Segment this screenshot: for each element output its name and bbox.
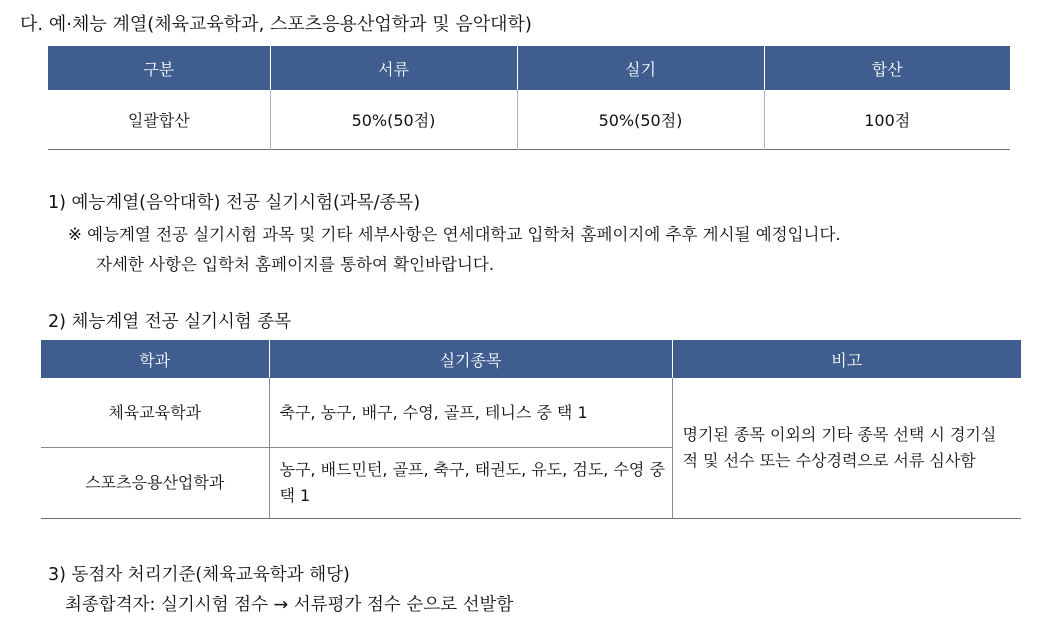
header-remarks: 비고 xyxy=(672,340,1021,378)
item3-title: 3) 동점자 처리기준(체육교육학과 해당) xyxy=(48,565,350,585)
item1-note-line2: 자세한 사항은 입학처 홈페이지를 통하여 확인바랍니다. xyxy=(96,255,495,274)
item3-body: 최종합격자: 실기시험 점수 → 서류평가 점수 순으로 선발함 xyxy=(65,595,514,615)
header-practical-events: 실기종목 xyxy=(269,340,672,378)
cell-events: 축구, 농구, 배구, 수영, 골프, 테니스 중 택 1 xyxy=(269,378,672,448)
cell-category: 일괄합산 xyxy=(127,111,190,130)
header-department: 학과 xyxy=(41,340,269,378)
score-ratio-table xyxy=(48,46,1010,150)
cell-practical: 50%(50점) xyxy=(517,90,764,150)
cell-department: 체육교육학과 xyxy=(108,402,202,422)
header-category: 구분 xyxy=(48,46,270,90)
table-row xyxy=(41,378,1021,448)
cell-total: 100점 xyxy=(764,90,1010,150)
header-total: 합산 xyxy=(764,46,1010,90)
section-title: 다. 예·체능 계열(체육교육학과, 스포츠응용산업학과 및 음악대학) xyxy=(20,14,532,35)
table-header-row xyxy=(41,340,1021,378)
cell-remark: 명기된 종목 이외의 기타 종목 선택 시 경기실적 및 선수 또는 수상경력으로 서류 심사함 xyxy=(672,378,1021,519)
cell-events: 농구, 배드민턴, 골프, 축구, 태권도, 유도, 검도, 수영 중 택 1 xyxy=(269,448,672,519)
header-practical: 실기 xyxy=(517,46,764,90)
header-documents: 서류 xyxy=(270,46,517,90)
table-header-row xyxy=(48,46,1010,90)
sports-practical-table xyxy=(41,340,1021,519)
table-row xyxy=(48,90,1010,150)
item1-title: 1) 예능계열(음악대학) 전공 실기시험(과목/종목) xyxy=(48,193,421,213)
item2-title: 2) 체능계열 전공 실기시험 종목 xyxy=(48,312,292,332)
cell-documents: 50%(50점) xyxy=(270,90,517,150)
cell-department: 스포츠응용산업학과 xyxy=(41,448,269,519)
item1-note-line1: ※ 예능계열 전공 실기시험 과목 및 기타 세부사항은 연세대학교 입학처 홈페이지에 추후 게시될 예정입니다. xyxy=(68,225,841,244)
